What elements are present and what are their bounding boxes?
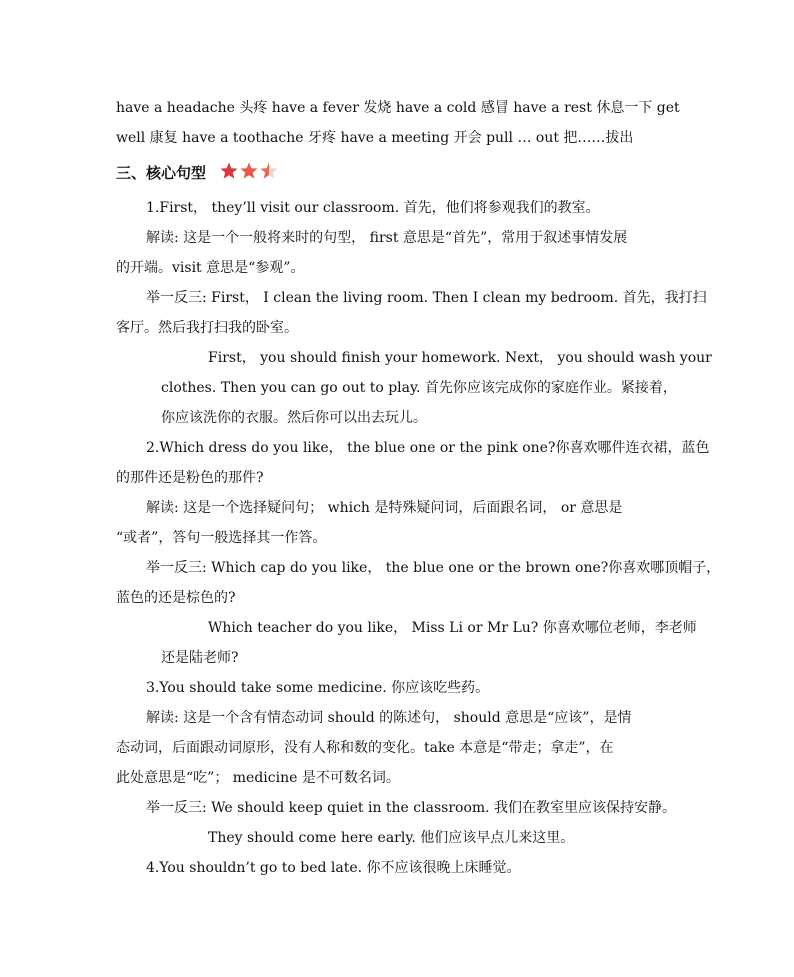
section-heading: [116, 162, 280, 186]
vocab-line-2: well 康复 have a toothache 牙疼 have a meeting 开会 pull … out 把……拔出: [116, 130, 634, 146]
explanation-1-line-2: 的开端。visit 意思是“参观”。: [116, 260, 305, 276]
sentence-2-line-1: 2.Which dress do you like， the blue one or the pink one?你喜欢哪件连衣裙，蓝色: [146, 440, 710, 456]
example-2a-line-2: 蓝色的还是棕色的?: [116, 590, 236, 606]
example-3a-line-1: 举一反三: We should keep quiet in the classroom. 我们在教室里应该保持安静。: [146, 800, 677, 816]
explanation-1-line-1: 解读: 这是一个一般将来时的句型， first 意思是“首先”，常用于叙述事情发展: [146, 230, 628, 246]
sentence-2-line-2: 的那件还是粉色的那件?: [116, 470, 264, 486]
example-3b-line-1: They should come here early. 他们应该早点儿来这里。: [208, 830, 575, 846]
section-title: 三、核心句型: [116, 164, 207, 182]
star-icon: [241, 163, 258, 179]
star-half-icon: [261, 163, 278, 179]
sentence-3: 3.You should take some medicine. 你应该吃些药。: [146, 680, 490, 696]
example-2a-line-1: 举一反三: Which cap do you like， the blue one or the brown one?你喜欢哪顶帽子，: [146, 560, 721, 576]
star-icon: [221, 163, 238, 179]
explanation-3-line-1: 解读: 这是一个含有情态动词 should 的陈述句， should 意思是“应该”，是情: [146, 710, 632, 726]
explanation-3-line-3: 此处意思是“吃”； medicine 是不可数名词。: [116, 770, 400, 786]
example-1a-line-2: 客厅。然后我打扫我的卧室。: [116, 320, 298, 336]
vocab-line-1: have a headache 头疼 have a fever 发烧 have a cold 感冒 have a rest 休息一下 get: [116, 100, 680, 116]
example-1b-line-1: First， you should finish your homework. Next， you should wash your: [208, 350, 712, 366]
example-1b-line-2: clothes. Then you can go out to play. 首先你应该完成你的家庭作业。紧接着，: [161, 380, 677, 396]
explanation-2-line-2: “或者”，答句一般选择其一作答。: [116, 530, 327, 546]
sentence-4: 4.You shouldn’t go to bed late. 你不应该很晚上床睡觉。: [146, 860, 521, 876]
example-2b-line-1: Which teacher do you like， Miss Li or Mr Lu? 你喜欢哪位老师，李老师: [208, 620, 697, 636]
example-1b-line-3: 你应该洗你的衣服。然后你可以出去玩儿。: [161, 410, 427, 426]
example-2b-line-2: 还是陆老师?: [161, 650, 239, 666]
star-rating-icon: [220, 162, 280, 180]
explanation-2-line-1: 解读: 这是一个选择疑问句； which 是特殊疑问词，后面跟名词， or 意思是: [146, 500, 623, 516]
sentence-1: 1.First， they’ll visit our classroom. 首先，他们将参观我们的教室。: [146, 200, 600, 216]
difficulty-rating: [220, 162, 280, 186]
example-1a-line-1: 举一反三: First， I clean the living room. Then I clean my bedroom. 首先，我打扫: [146, 290, 707, 306]
explanation-3-line-2: 态动词，后面跟动词原形，没有人称和数的变化。take 本意是“带走；拿走”，在: [116, 740, 614, 756]
